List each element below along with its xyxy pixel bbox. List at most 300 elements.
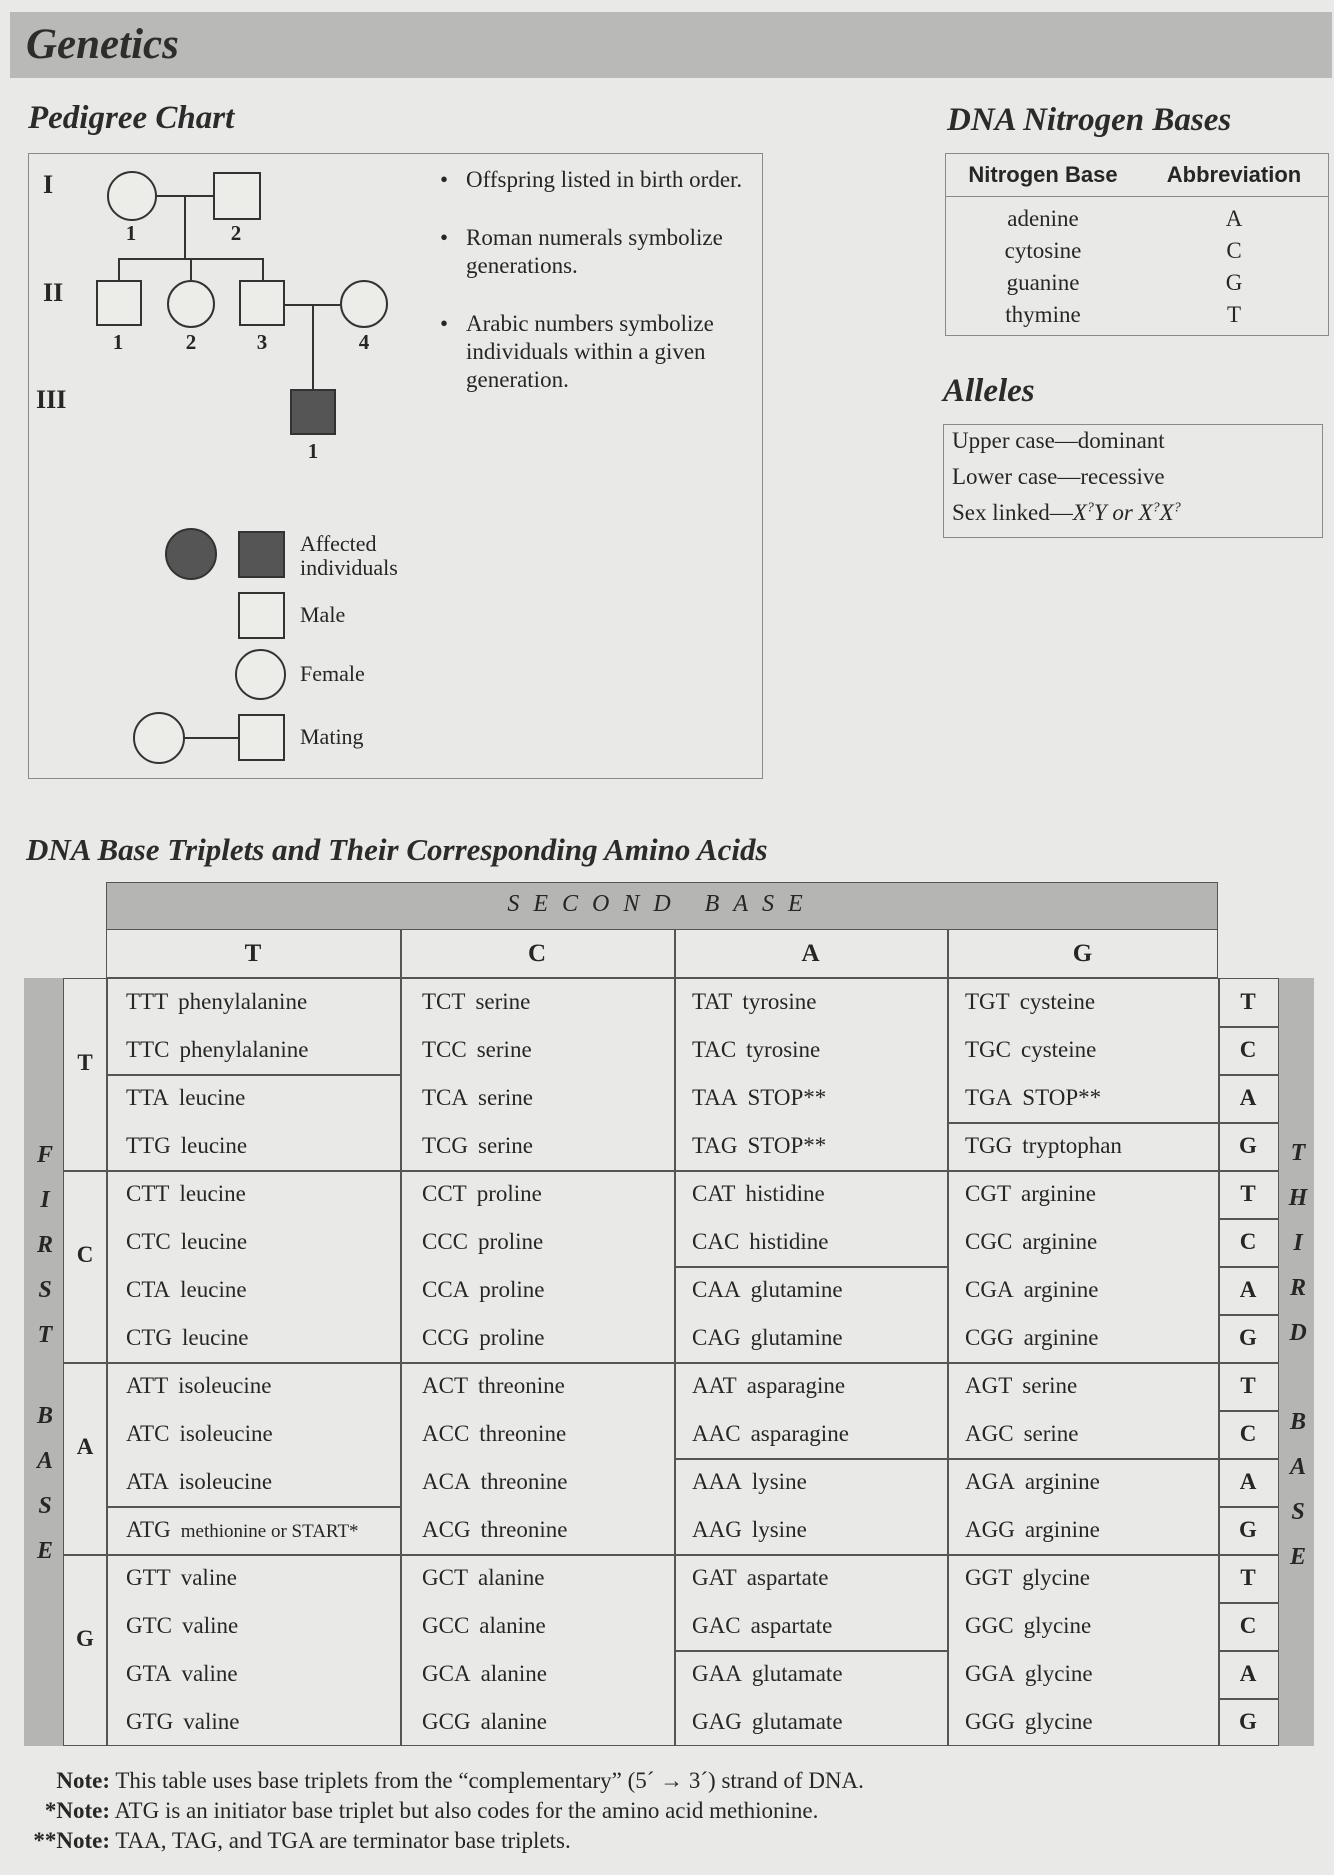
codon-cell xyxy=(965,1229,1097,1255)
codon-cell xyxy=(126,1277,247,1303)
header-banner xyxy=(10,12,1332,78)
codon-triplet: TAC xyxy=(692,1037,737,1062)
descent-line xyxy=(190,258,192,280)
first-base-label-letter: S xyxy=(38,1277,52,1303)
codon-cell xyxy=(422,1325,544,1351)
codon-cell xyxy=(692,989,816,1015)
amino-acid: histidine xyxy=(745,1181,825,1206)
codon-triplet: CAT xyxy=(692,1181,736,1206)
row-divider xyxy=(1218,1362,1278,1364)
row-divider xyxy=(1218,1554,1278,1556)
codon-triplet: TAT xyxy=(692,989,733,1014)
codon-cell xyxy=(965,1661,1093,1687)
third-base-letter: C xyxy=(1239,1037,1257,1062)
codon-cell xyxy=(422,1277,544,1303)
affected-male-symbol xyxy=(290,389,336,435)
codon-triplet: GGG xyxy=(965,1709,1015,1734)
row-divider xyxy=(1218,1698,1278,1700)
third-base-label-letter: A xyxy=(1289,1454,1307,1480)
nitrogen-base-abbr: T xyxy=(1226,302,1242,327)
pedigree-box xyxy=(28,153,763,779)
amino-acid: isoleucine xyxy=(179,1421,273,1446)
amino-acid: asparagine xyxy=(750,1421,849,1446)
third-base-letter: G xyxy=(1239,1517,1257,1542)
group-divider xyxy=(64,1554,1218,1556)
dna-bases-title: DNA Nitrogen Bases xyxy=(947,102,1232,138)
codon-cell xyxy=(965,1037,1096,1063)
codon-cell xyxy=(692,1565,828,1591)
codon-triplet: AAA xyxy=(692,1469,742,1494)
codon-cell xyxy=(422,1037,532,1063)
amino-acid: STOP** xyxy=(1022,1085,1102,1110)
codon-cell xyxy=(126,1517,359,1543)
third-base-label-letter: S xyxy=(1291,1499,1305,1525)
amino-acid: threonine xyxy=(480,1469,568,1494)
generation-label: II xyxy=(43,278,64,307)
codon-triplet: TGA xyxy=(965,1085,1013,1110)
codon-cell xyxy=(422,1421,566,1447)
pedigree-note: • Roman numerals symbolize generations. xyxy=(440,225,723,278)
codon-cell xyxy=(692,1085,826,1111)
codon-triplet: CGA xyxy=(965,1277,1014,1302)
male-symbol xyxy=(96,280,142,326)
third-base-label-letter: D xyxy=(1289,1320,1307,1346)
individual-number: 1 xyxy=(307,439,319,463)
amino-acid: alanine xyxy=(479,1613,546,1638)
codon-cell xyxy=(126,1661,238,1687)
codon-cell xyxy=(126,1133,247,1159)
third-base-letter: C xyxy=(1239,1613,1257,1638)
row-divider xyxy=(1218,1266,1278,1268)
amino-acid: methionine or START* xyxy=(180,1521,359,1542)
codon-triplet: TGT xyxy=(965,989,1010,1014)
dna-bases-table xyxy=(945,153,1329,336)
codon-cell xyxy=(965,1325,1099,1351)
amino-acid: lysine xyxy=(751,1517,807,1542)
dna-bases-header xyxy=(946,154,1328,197)
legend-female-label: Female xyxy=(300,661,365,686)
amino-acid: cysteine xyxy=(1021,1037,1097,1062)
amino-acid: leucine xyxy=(182,1325,249,1350)
first-base-label-letter: I xyxy=(40,1187,50,1213)
third-base-label-letter: H xyxy=(1288,1185,1308,1211)
codon-cell xyxy=(692,1325,843,1351)
codon-cell xyxy=(422,1613,546,1639)
amino-acid: phenylalanine xyxy=(179,1037,309,1062)
codon-cell xyxy=(422,1709,547,1735)
first-base-label-letter: T xyxy=(37,1322,53,1348)
amino-acid: tryptophan xyxy=(1022,1133,1122,1158)
amino-acid: leucine xyxy=(178,1085,246,1110)
codon-cell xyxy=(692,1613,832,1639)
third-base-letter: G xyxy=(1239,1133,1257,1158)
codon-triplet: CAG xyxy=(692,1325,741,1350)
amino-acid: serine xyxy=(1023,1421,1079,1446)
amino-acid: aspartate xyxy=(746,1565,829,1590)
row-divider xyxy=(1218,1602,1278,1604)
amino-acid: valine xyxy=(183,1709,240,1734)
amino-acid: valine xyxy=(181,1661,238,1686)
legend-mating-label: Mating xyxy=(300,724,364,749)
amino-acid: arginine xyxy=(1024,1469,1100,1494)
cell-subdivider xyxy=(947,1458,1218,1460)
codon-triplet: GCC xyxy=(422,1613,470,1638)
codon-triplet: TAG xyxy=(692,1133,738,1158)
codon-cell xyxy=(422,1133,533,1159)
codon-triplet: GTG xyxy=(126,1709,174,1734)
codon-cell xyxy=(126,1085,245,1111)
codon-triplet: GAT xyxy=(692,1565,737,1590)
codon-cell xyxy=(965,1469,1100,1495)
amino-acid: threonine xyxy=(478,1373,565,1398)
codon-triplet: TTT xyxy=(126,989,169,1014)
amino-acid: lysine xyxy=(751,1469,807,1494)
codon-triplet: ACC xyxy=(422,1421,470,1446)
row-divider xyxy=(1218,1026,1278,1028)
third-base-letter: G xyxy=(1239,1709,1257,1734)
dna-base-row xyxy=(946,267,1328,299)
amino-acid: glycine xyxy=(1023,1613,1092,1638)
third-base-label-letter: T xyxy=(1290,1140,1306,1166)
amino-acid: serine xyxy=(1022,1373,1078,1398)
third-base-letter: A xyxy=(1239,1085,1257,1110)
codon-triplet: CAC xyxy=(692,1229,740,1254)
amino-acid: glycine xyxy=(1022,1565,1090,1590)
codon-triplet: CCG xyxy=(422,1325,470,1350)
individual-number: 3 xyxy=(256,330,268,354)
amino-acid: glycine xyxy=(1024,1709,1093,1734)
first-base-label-letter: S xyxy=(38,1493,52,1519)
codon-cell xyxy=(692,1229,829,1255)
cell-subdivider xyxy=(947,1170,1218,1172)
second-base-letter: A xyxy=(801,940,820,967)
second-base-letter: G xyxy=(1072,940,1093,967)
codon-cell xyxy=(965,989,1095,1015)
amino-acid: isoleucine xyxy=(178,1469,273,1494)
first-base-letter: T xyxy=(77,1050,93,1075)
codon-triplet: TTA xyxy=(126,1085,169,1110)
column-divider xyxy=(400,930,402,978)
codon-cell xyxy=(422,1229,543,1255)
individual-number: 2 xyxy=(230,221,242,245)
second-base-letter: T xyxy=(244,940,262,967)
amino-acid: valine xyxy=(180,1565,237,1590)
amino-acid: arginine xyxy=(1022,1229,1098,1254)
female-symbol xyxy=(167,280,215,328)
page-title: Genetics xyxy=(26,21,179,68)
codon-cell xyxy=(422,1469,567,1495)
codon-triplet: AAC xyxy=(692,1421,741,1446)
legend-male-label: Male xyxy=(300,602,346,627)
first-base-label-letter: B xyxy=(36,1403,54,1429)
third-base-letter: T xyxy=(1240,989,1256,1014)
codon-triplet: CTC xyxy=(126,1229,171,1254)
codon-cell xyxy=(126,1565,237,1591)
codon-cell xyxy=(965,1517,1100,1543)
codon-cell xyxy=(126,1709,239,1735)
codon-triplet: ACA xyxy=(422,1469,471,1494)
affected-female-symbol xyxy=(165,528,217,580)
codon-triplet: AAG xyxy=(692,1517,742,1542)
codon-triplet: TCC xyxy=(422,1037,467,1062)
footnote: **Note: TAA, TAG, and TGA are terminator base triplets. xyxy=(33,1828,571,1853)
codon-cell xyxy=(422,1661,547,1687)
amino-acid: arginine xyxy=(1023,1325,1099,1350)
codon-triplet: CCT xyxy=(422,1181,467,1206)
individual-number: 2 xyxy=(185,330,197,354)
codon-triplet: ATC xyxy=(126,1421,170,1446)
alleles-title: Alleles xyxy=(943,373,1035,409)
first-base-letter: A xyxy=(76,1434,94,1459)
codon-triplet: TGG xyxy=(965,1133,1013,1158)
male-symbol xyxy=(213,172,261,220)
codon-cell xyxy=(965,1709,1093,1735)
amino-acid: alanine xyxy=(480,1661,547,1686)
codon-triplet: TGC xyxy=(965,1037,1011,1062)
descent-line xyxy=(118,258,120,280)
row-divider xyxy=(1218,1074,1278,1076)
third-base-label-letter: E xyxy=(1289,1544,1307,1570)
third-base-letter: C xyxy=(1239,1229,1257,1254)
codon-triplet: TCT xyxy=(422,989,466,1014)
nitrogen-base-abbr: G xyxy=(1225,270,1243,295)
individual-number: 1 xyxy=(125,221,137,245)
codon-triplet: CAA xyxy=(692,1277,741,1302)
codon-cell xyxy=(965,1565,1090,1591)
codon-triplet: AGC xyxy=(965,1421,1014,1446)
codon-cell xyxy=(692,1133,826,1159)
female-symbol xyxy=(340,280,388,328)
descent-line xyxy=(262,258,264,280)
row-divider xyxy=(1218,1170,1278,1172)
codon-cell xyxy=(692,1517,807,1543)
amino-acid: phenylalanine xyxy=(178,989,308,1014)
codon-cell xyxy=(692,1037,820,1063)
amino-acid: glutamate xyxy=(751,1661,843,1686)
amino-acid: leucine xyxy=(180,1229,248,1254)
nitrogen-base-name: guanine xyxy=(1006,270,1080,295)
amino-acid: threonine xyxy=(480,1517,568,1542)
codon-cell xyxy=(965,1085,1101,1111)
codon-cell xyxy=(965,1613,1091,1639)
nitrogen-base-name: cytosine xyxy=(1004,238,1082,263)
codon-triplet: CCA xyxy=(422,1277,470,1302)
header-nitrogen-base: Nitrogen Base xyxy=(968,162,1118,187)
amino-acid: serine xyxy=(478,1133,533,1158)
mating-line xyxy=(185,737,238,739)
male-symbol xyxy=(238,714,285,761)
codon-cell xyxy=(965,1373,1077,1399)
footnotes xyxy=(18,1766,864,1856)
codon-triplet: TAA xyxy=(692,1085,738,1110)
codon-cell xyxy=(692,1421,849,1447)
amino-acid: alanine xyxy=(480,1709,547,1734)
third-base-letter: T xyxy=(1240,1565,1256,1590)
individual-number: 4 xyxy=(358,330,370,354)
amino-acid: leucine xyxy=(180,1277,247,1302)
codon-triplet: ATG xyxy=(126,1517,171,1542)
column-divider xyxy=(947,930,949,978)
descent-line xyxy=(184,195,186,259)
row-divider xyxy=(1218,1218,1278,1220)
nitrogen-base-abbr: C xyxy=(1226,238,1242,263)
codon-triplet: AGT xyxy=(965,1373,1013,1398)
amino-acid: serine xyxy=(475,989,531,1014)
codon-triplet: GGC xyxy=(965,1613,1014,1638)
cell-subdivider xyxy=(674,1458,947,1460)
codon-triplet: GGT xyxy=(965,1565,1013,1590)
first-base-label-letter: R xyxy=(36,1232,54,1258)
amino-acid: serine xyxy=(476,1037,532,1062)
first-base-label-letter: E xyxy=(36,1538,54,1564)
footnote: Note: This table uses base triplets from the “complementary” (5´ → 3´) strand of DNA. xyxy=(56,1768,864,1793)
codon-triplet: CGG xyxy=(965,1325,1014,1350)
generation-label: I xyxy=(43,170,54,199)
allele-dominant: Upper case—dominant xyxy=(952,428,1165,453)
codon-cell xyxy=(965,1133,1122,1159)
codon-triplet: AGA xyxy=(965,1469,1015,1494)
amino-acid: tyrosine xyxy=(742,989,817,1014)
row-divider xyxy=(1218,1314,1278,1316)
row-divider xyxy=(1218,1650,1278,1652)
codon-cell xyxy=(422,1373,565,1399)
row-divider xyxy=(1218,1458,1278,1460)
codon-triplet: GAC xyxy=(692,1613,741,1638)
pedigree-note: • Arabic numbers symbolize individuals within a given generation. xyxy=(440,311,714,392)
amino-acid: glutamate xyxy=(751,1709,843,1734)
pedigree-notes xyxy=(440,166,770,424)
third-base-letter: C xyxy=(1239,1421,1257,1446)
amino-acid: leucine xyxy=(179,1181,246,1206)
amino-acid: asparagine xyxy=(746,1373,846,1398)
codon-cell xyxy=(422,1565,544,1591)
codon-cell xyxy=(692,1373,845,1399)
codon-triplet: GGA xyxy=(965,1661,1015,1686)
codon-cell xyxy=(965,1181,1096,1207)
codon-triplet: TTG xyxy=(126,1133,171,1158)
amino-acid: STOP** xyxy=(747,1133,827,1158)
amino-acid: alanine xyxy=(478,1565,545,1590)
codon-triplet: ACG xyxy=(422,1517,471,1542)
codon-table-title: DNA Base Triplets and Their Corresponding Amino Acids xyxy=(26,832,768,867)
codon-cell xyxy=(965,1421,1078,1447)
codon-cell xyxy=(692,1469,807,1495)
header-abbreviation: Abbreviation xyxy=(1166,162,1302,187)
codon-cell xyxy=(965,1277,1099,1303)
codon-triplet: GAA xyxy=(692,1661,742,1686)
third-base-letter: T xyxy=(1240,1373,1256,1398)
third-base-letter: G xyxy=(1239,1325,1257,1350)
codon-cell xyxy=(126,1325,248,1351)
amino-acid: arginine xyxy=(1021,1181,1096,1206)
codon-cell xyxy=(692,1181,825,1207)
second-base-label: SECOND BASE xyxy=(507,891,817,917)
cell-subdivider xyxy=(106,1506,400,1508)
amino-acid: tyrosine xyxy=(746,1037,821,1062)
group-divider xyxy=(64,1362,1218,1364)
amino-acid: proline xyxy=(478,1229,544,1254)
codon-triplet: ATA xyxy=(126,1469,169,1494)
codon-triplet: ATT xyxy=(126,1373,169,1398)
dna-base-row xyxy=(946,299,1328,331)
first-base-letter: G xyxy=(76,1626,94,1651)
codon-triplet: CTT xyxy=(126,1181,170,1206)
footnote: *Note: ATG is an initiator base triplet but also codes for the amino acid methionine. xyxy=(44,1798,819,1823)
amino-acid: serine xyxy=(478,1085,533,1110)
row-divider xyxy=(1218,1410,1278,1412)
cell-subdivider xyxy=(674,1266,947,1268)
amino-acid: glutamine xyxy=(750,1325,843,1350)
codon-triplet: CGC xyxy=(965,1229,1013,1254)
row-divider xyxy=(1218,1122,1278,1124)
third-base-label-letter: I xyxy=(1293,1230,1303,1256)
second-base-letter-row xyxy=(106,930,1218,978)
third-base-letter: A xyxy=(1239,1661,1257,1686)
codon-triplet: TTC xyxy=(126,1037,170,1062)
codon-triplet: GCA xyxy=(422,1661,471,1686)
individual-number: 1 xyxy=(112,330,124,354)
female-symbol xyxy=(133,712,185,764)
female-symbol xyxy=(235,649,286,700)
allele-sex-linked: Sex linked—X?Y or X?X? xyxy=(952,500,1181,525)
amino-acid: glycine xyxy=(1024,1661,1093,1686)
descent-line xyxy=(312,304,314,390)
codon-triplet: GTA xyxy=(126,1661,172,1686)
dna-base-row xyxy=(946,235,1328,267)
pedigree-note: • Offspring listed in birth order. xyxy=(440,167,743,192)
codon-cell xyxy=(692,1277,843,1303)
codon-cell xyxy=(692,1709,843,1735)
first-base-letter: C xyxy=(76,1242,94,1267)
male-symbol xyxy=(239,280,285,326)
codon-cell xyxy=(126,1469,272,1495)
female-symbol xyxy=(107,171,157,221)
amino-acid: leucine xyxy=(180,1133,248,1158)
codon-cell xyxy=(422,1085,533,1111)
codon-triplet: GCG xyxy=(422,1709,471,1734)
first-base-band xyxy=(24,978,64,1746)
codon-triplet: AAT xyxy=(692,1373,737,1398)
generation-label: III xyxy=(36,385,67,414)
codon-triplet: GTT xyxy=(126,1565,171,1590)
codon-cell xyxy=(126,1373,271,1399)
first-base-label-letter: F xyxy=(36,1142,54,1168)
codon-triplet: CTA xyxy=(126,1277,171,1302)
male-symbol xyxy=(238,592,285,639)
amino-acid: isoleucine xyxy=(178,1373,272,1398)
amino-acid: threonine xyxy=(479,1421,567,1446)
third-base-label-letter: R xyxy=(1289,1275,1307,1301)
codon-cell xyxy=(692,1661,843,1687)
amino-acid: proline xyxy=(476,1181,542,1206)
codon-cell xyxy=(422,1181,542,1207)
amino-acid: arginine xyxy=(1024,1517,1100,1542)
affected-male-symbol xyxy=(238,531,285,578)
dna-base-row xyxy=(946,203,1328,235)
amino-acid: histidine xyxy=(749,1229,829,1254)
pedigree-title: Pedigree Chart xyxy=(28,100,235,136)
amino-acid: valine xyxy=(182,1613,239,1638)
third-base-label-letter: B xyxy=(1289,1409,1307,1435)
amino-acid: arginine xyxy=(1023,1277,1099,1302)
codon-cell xyxy=(126,989,307,1015)
amino-acid: aspartate xyxy=(750,1613,833,1638)
codon-cell xyxy=(422,1517,567,1543)
nitrogen-base-name: adenine xyxy=(1007,206,1079,231)
codon-triplet: ACT xyxy=(422,1373,468,1398)
first-base-label-letter: A xyxy=(36,1448,54,1474)
codon-triplet: CGT xyxy=(965,1181,1011,1206)
